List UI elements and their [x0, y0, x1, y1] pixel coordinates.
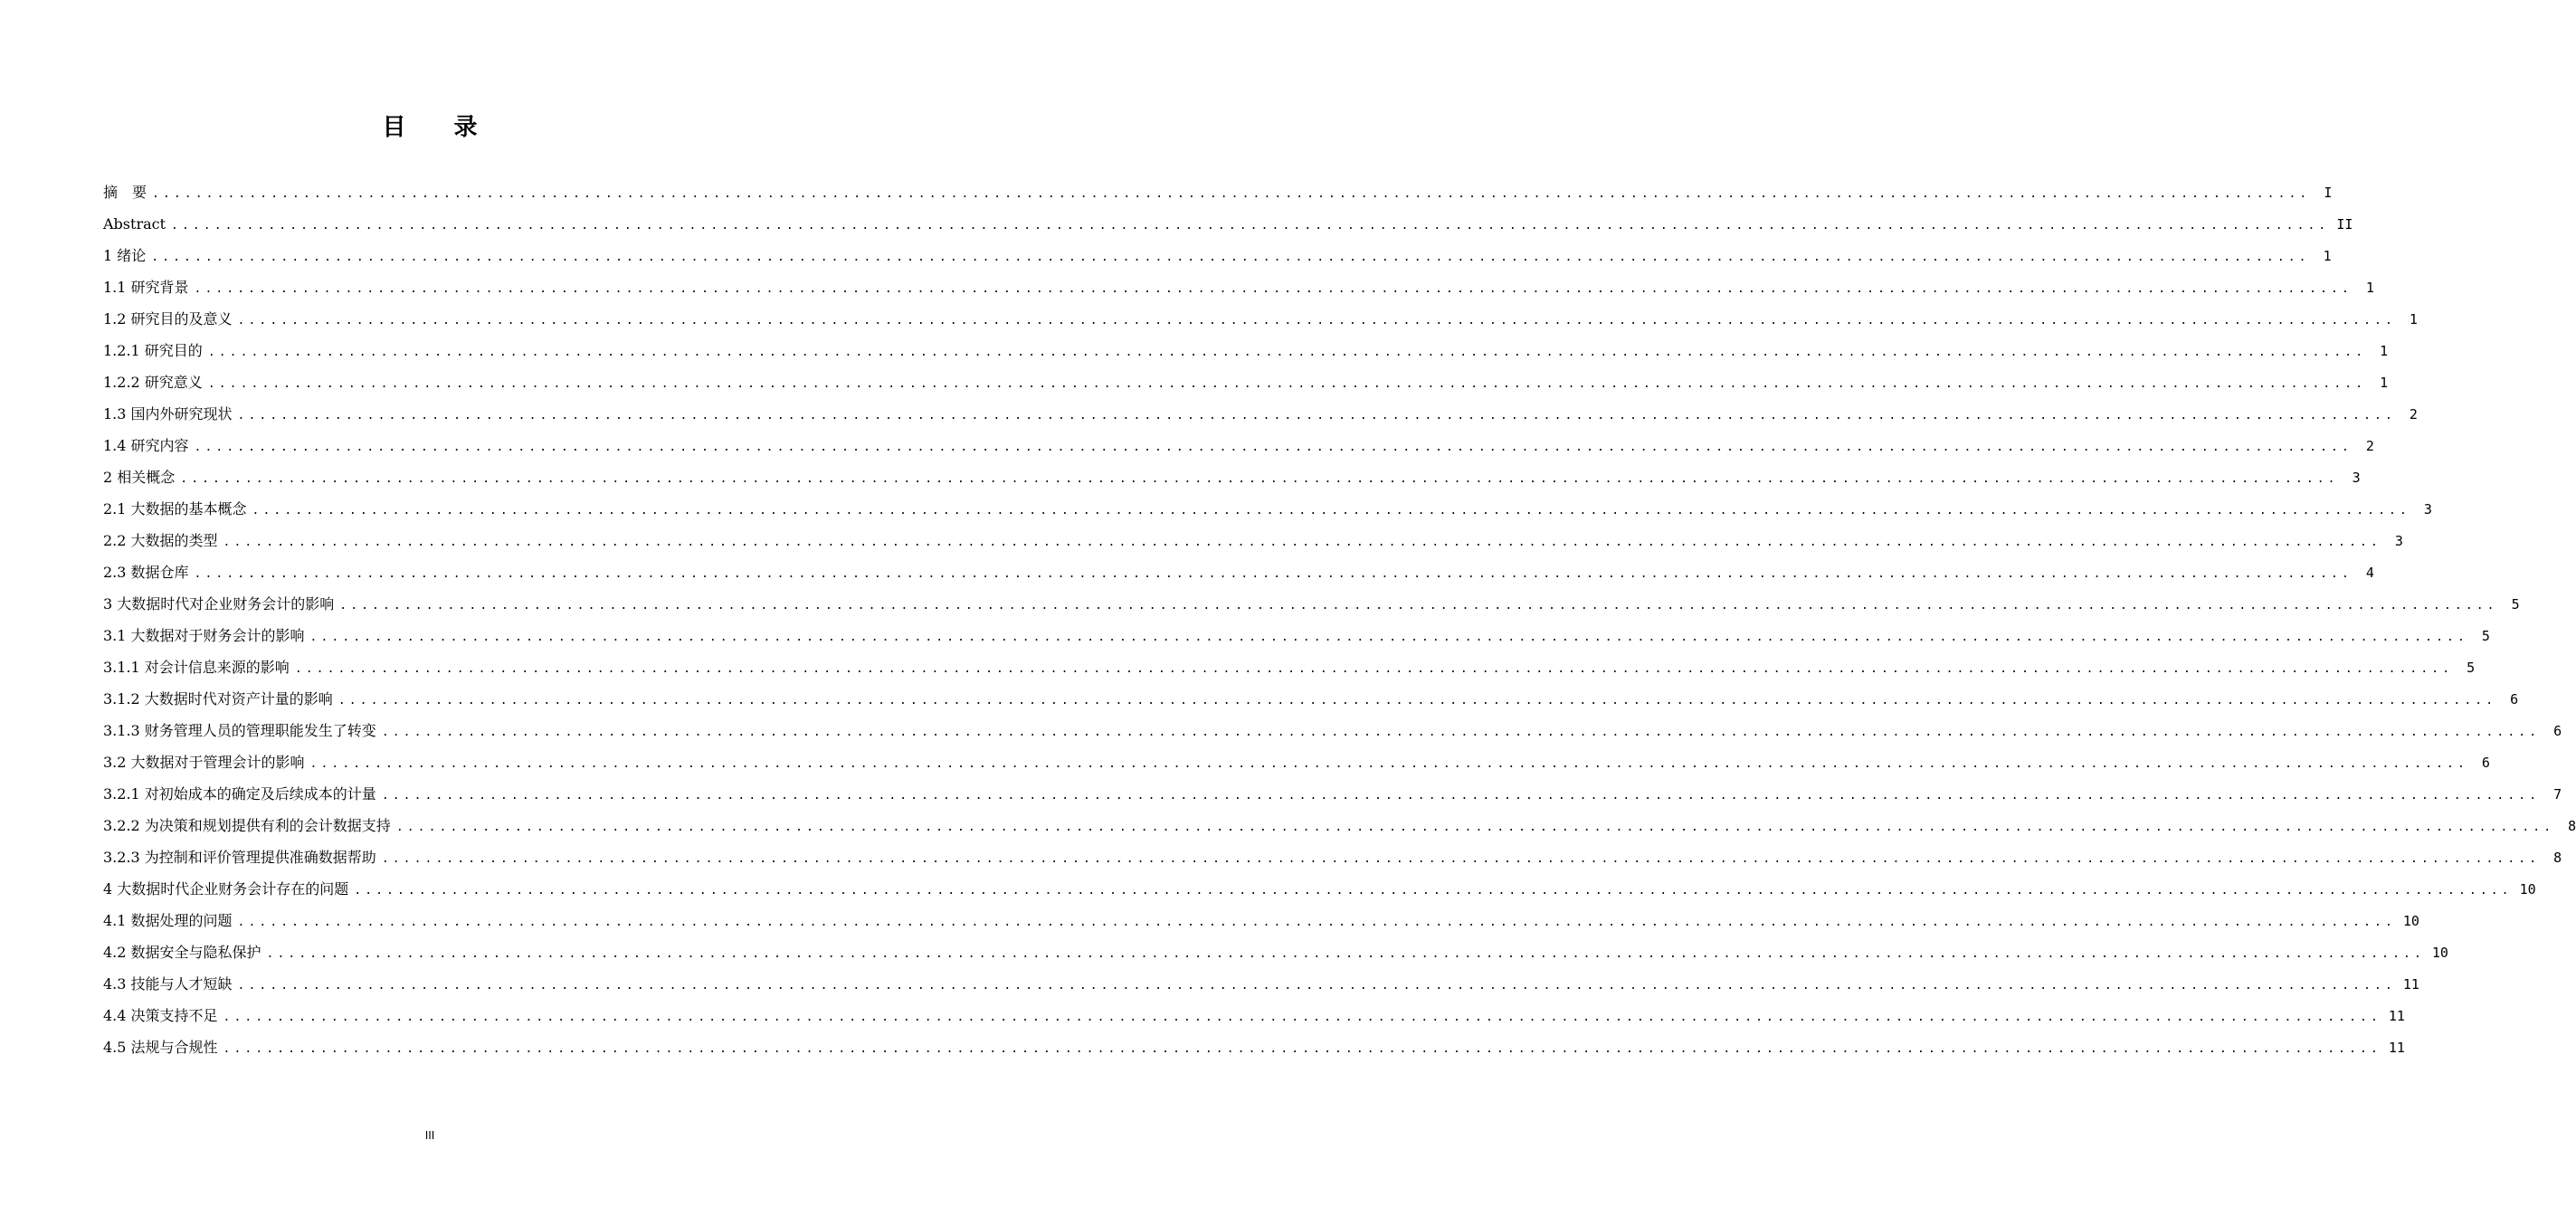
toc-dot-leader: ........................................................................................................................................................................................................ [381, 789, 2541, 803]
toc-entry[interactable] [103, 778, 2562, 810]
toc-entry[interactable] [103, 905, 2419, 936]
toc-entry[interactable] [103, 620, 2490, 651]
toc-entry[interactable] [103, 841, 2562, 873]
toc-dot-leader: ........................................................................................................................................................................................................ [223, 536, 2381, 549]
footer-page-number: III [424, 1129, 435, 1142]
toc-entry[interactable] [103, 208, 2353, 240]
toc-entry-page-number: II [2336, 216, 2353, 233]
toc-entry[interactable] [103, 715, 2562, 746]
toc-dot-leader: ........................................................................................................................................................................................................ [294, 662, 2454, 676]
toc-entry-label: 1.2.2 研究意义 [103, 374, 203, 391]
toc-entry-label: 1.3 国内外研究现状 [103, 405, 233, 423]
toc-dot-leader: ........................................................................................................................................................................................................ [381, 726, 2541, 739]
toc-entry-page-number: 11 [2388, 1040, 2405, 1056]
toc-entry[interactable] [103, 398, 2418, 430]
toc-dot-leader: ........................................................................................................................................................................................................ [339, 599, 2498, 613]
toc-dot-leader: ........................................................................................................................................................................................................ [237, 314, 2396, 328]
toc-entry-label: 1.4 研究内容 [103, 437, 189, 454]
toc-entry-page-number: 3 [2394, 533, 2403, 549]
toc-entry-label: 1.2.1 研究目的 [103, 342, 203, 359]
toc-entry-page-number: 6 [2553, 723, 2562, 739]
toc-entry-label: 1 绪论 [103, 247, 147, 264]
toc-entry-page-number: 1 [2380, 343, 2389, 359]
toc-entry-page-number: 5 [2467, 660, 2476, 676]
toc-dot-leader: ........................................................................................................................................................................................................ [152, 187, 2311, 201]
toc-entry-label: 4.4 决策支持不足 [103, 1007, 218, 1024]
toc-dot-leader: ........................................................................................................................................................................................................ [180, 472, 2339, 486]
toc-entry-label: 3.1 大数据对于财务会计的影响 [103, 627, 305, 644]
toc-entry-page-number: 6 [2510, 691, 2519, 708]
toc-entry-page-number: 8 [2568, 818, 2576, 834]
toc-entry-label: 4.3 技能与人才短缺 [103, 975, 233, 993]
toc-dot-leader: ........................................................................................................................................................................................................ [237, 979, 2396, 993]
toc-entry-page-number: 5 [2511, 596, 2520, 613]
toc-dot-leader: ........................................................................................................................................................................................................ [237, 409, 2396, 423]
toc-entry[interactable] [103, 366, 2389, 398]
toc-entry-page-number: 5 [2481, 628, 2490, 644]
toc-dot-leader: ........................................................................................................................................................................................................ [223, 1011, 2381, 1024]
toc-entry-page-number: I [2324, 185, 2333, 201]
toc-entry[interactable] [103, 176, 2333, 208]
toc-dot-leader: ........................................................................................................................................................................................................ [309, 631, 2468, 644]
toc-entry-page-number: 8 [2553, 850, 2562, 866]
toc-entry-label: 3.1.2 大数据时代对资产计量的影响 [103, 690, 333, 708]
toc-entry-label: 4.1 数据处理的问题 [103, 912, 233, 929]
toc-entry-page-number: 11 [2402, 976, 2419, 993]
toc-dot-leader: ........................................................................................................................................................................................................ [194, 567, 2353, 581]
toc-entry-label: 2.1 大数据的基本概念 [103, 500, 247, 518]
toc-entry-label: 3.1.3 财务管理人员的管理职能发生了转变 [103, 722, 376, 739]
toc-dot-leader: ........................................................................................................................................................................................................ [395, 821, 2555, 834]
toc-dot-leader: ........................................................................................................................................................................................................ [252, 504, 2410, 518]
toc-entry-page-number: 11 [2388, 1008, 2405, 1024]
toc-dot-leader: ........................................................................................................................................................................................................ [194, 441, 2353, 454]
toc-entry-label: 2.2 大数据的类型 [103, 532, 218, 549]
page-title: 目 录 [382, 114, 498, 141]
toc-entry-page-number: 7 [2553, 786, 2562, 803]
toc-entry-label: 2.3 数据仓库 [103, 564, 189, 581]
toc-entry[interactable] [103, 430, 2374, 461]
toc-entry[interactable] [103, 873, 2536, 905]
toc-entry-label: 1.2 研究目的及意义 [103, 310, 233, 328]
table-of-contents [103, 176, 2576, 1063]
toc-entry-label: 3 大数据时代对企业财务会计的影响 [103, 595, 335, 613]
toc-dot-leader: ........................................................................................................................................................................................................ [381, 852, 2541, 866]
toc-entry-label: 3.2.2 为决策和规划提供有利的会计数据支持 [103, 817, 391, 834]
toc-entry-label: 3.2.1 对初始成本的确定及后续成本的计量 [103, 785, 376, 803]
toc-entry[interactable] [103, 493, 2432, 525]
toc-dot-leader: ........................................................................................................................................................................................................ [309, 757, 2468, 771]
toc-dot-leader: ........................................................................................................................................................................................................ [194, 282, 2353, 296]
toc-dot-leader: ........................................................................................................................................................................................................ [337, 694, 2497, 708]
toc-entry-page-number: 10 [2402, 913, 2419, 929]
toc-entry[interactable] [103, 810, 2576, 841]
toc-dot-leader: ........................................................................................................................................................................................................ [237, 916, 2396, 929]
toc-dot-leader: ........................................................................................................................................................................................................ [266, 947, 2425, 961]
toc-dot-leader: ........................................................................................................................................................................................................ [207, 377, 2367, 391]
toc-entry[interactable] [103, 1000, 2405, 1031]
toc-entry[interactable] [103, 461, 2361, 493]
toc-entry[interactable] [103, 335, 2389, 366]
toc-entry[interactable] [103, 651, 2476, 683]
toc-entry-label: 3.2 大数据对于管理会计的影响 [103, 754, 305, 771]
toc-entry[interactable] [103, 683, 2519, 715]
toc-entry-page-number: 1 [2380, 375, 2389, 391]
toc-dot-leader: ........................................................................................................................................................................................................ [207, 346, 2367, 359]
toc-entry-page-number: 1 [2365, 280, 2374, 296]
toc-entry[interactable] [103, 968, 2419, 1000]
toc-entry[interactable] [103, 271, 2374, 303]
toc-entry-label: 4.2 数据安全与隐私保护 [103, 944, 261, 961]
toc-entry-page-number: 1 [2409, 311, 2418, 328]
toc-entry[interactable] [103, 240, 2332, 271]
toc-dot-leader: ........................................................................................................................................................................................................ [223, 1042, 2381, 1056]
toc-entry-label: Abstract [103, 215, 166, 233]
toc-entry[interactable] [103, 303, 2418, 335]
toc-entry-label: 4 大数据时代企业财务会计存在的问题 [103, 880, 349, 898]
toc-entry-page-number: 3 [2352, 470, 2361, 486]
toc-entry[interactable] [103, 746, 2490, 778]
toc-entry[interactable] [103, 936, 2448, 968]
toc-entry-page-number: 2 [2409, 406, 2418, 423]
toc-entry-label: 3.2.3 为控制和评价管理提供准确数据帮助 [103, 849, 376, 866]
toc-entry-label: 3.1.1 对会计信息来源的影响 [103, 659, 290, 676]
toc-entry[interactable] [103, 1031, 2405, 1063]
toc-entry-label: 摘 要 [103, 184, 147, 201]
toc-entry[interactable] [103, 556, 2374, 588]
toc-dot-leader: ........................................................................................................................................................................................................ [171, 219, 2330, 233]
toc-entry-label: 1.1 研究背景 [103, 279, 189, 296]
toc-entry[interactable] [103, 588, 2520, 620]
toc-entry[interactable] [103, 525, 2403, 556]
toc-entry-page-number: 6 [2481, 755, 2490, 771]
toc-entry-page-number: 10 [2431, 945, 2448, 961]
toc-entry-page-number: 1 [2323, 248, 2332, 264]
toc-entry-page-number: 3 [2423, 501, 2432, 518]
toc-entry-page-number: 4 [2365, 565, 2374, 581]
toc-entry-label: 2 相关概念 [103, 469, 176, 486]
toc-dot-leader: ........................................................................................................................................................................................................ [151, 251, 2310, 264]
toc-entry-page-number: 10 [2519, 881, 2536, 898]
toc-entry-page-number: 2 [2365, 438, 2374, 454]
toc-dot-leader: ........................................................................................................................................................................................................ [354, 884, 2513, 898]
toc-entry-label: 4.5 法规与合规性 [103, 1039, 218, 1056]
